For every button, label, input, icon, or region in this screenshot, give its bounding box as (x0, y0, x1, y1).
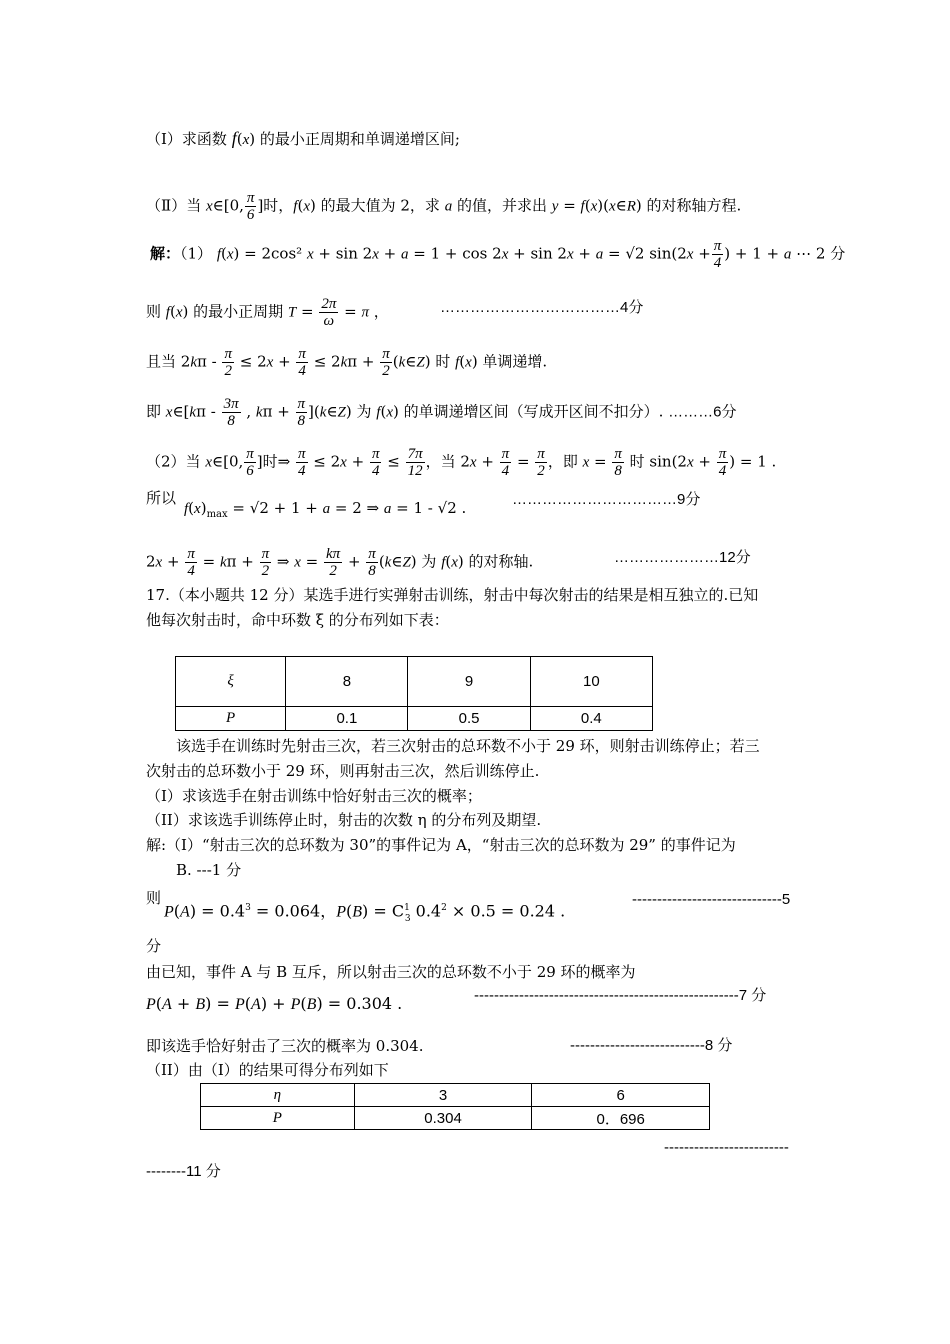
distribution-table-eta (200, 1083, 710, 1130)
distribution-table-xi (175, 656, 653, 731)
table-cell: 0.5 (408, 707, 530, 731)
solution-axis: 2x + $\frac{\pi}{4}$ = kπ + $\frac{\pi}{2}$ ⇒ x = $\frac{k\pi}{2}$ + $\frac{\pi}{8}$ (k∈Z) 为 f(x) 的对称轴. (146, 546, 534, 579)
solution-interval: 即 x∈[kπ - $\frac{3\pi}{8}$ , kπ + $\frac{\pi}{8}$ ](k∈Z) 为 f(x) 的单调递增区间（写成开区间不扣分）. ………6分 (146, 396, 737, 429)
question-17-part-2: （II）求该选手训练停止时，射击的次数 η 的分布列及期望. (146, 811, 542, 829)
table-cell: 0.304 (354, 1107, 532, 1130)
question-17-line-2: 他每次射击时，命中环数 ξ 的分布列如下表： (146, 611, 449, 629)
table-cell: P (176, 707, 286, 731)
answer-conclusion: 即该选手恰好射击了三次的概率为 0.304. (146, 1037, 424, 1055)
question-part-2: （Ⅱ）当 x∈[0, $\frac{\pi}{6}$ ]时，f(x) 的最大值为 2，求 a 的值，并求出 y = f(x)(x∈R) 的对称轴方程. (146, 190, 742, 223)
table-cell: 0．696 (532, 1107, 710, 1130)
score-mark-6: ………6分 (668, 403, 737, 421)
solution-2: （2）当 x∈[0, $\frac{\pi}{6}$ ]时⇒ $\frac{\pi}{4}$ ≤ 2x + $\frac{\pi}{4}$ ≤ $\frac{7\pi}{12}$ ，当 2x + $\frac{\pi}{4}$ = $\frac{\pi}{2}$ ，即 x = $\frac{\pi}{8}$ 时 sin(2x + $\frac{\pi}{4}$ ) = 1 . (146, 446, 777, 479)
table-cell: 0.4 (530, 707, 652, 731)
score-mark-7: -----------------------------------------------------7 分 (474, 987, 767, 1004)
score-mark-12: …………………12分 (614, 549, 751, 566)
table-cell: 3 (354, 1084, 532, 1107)
score-mark-11: --------11 分 (146, 1163, 221, 1180)
question-17-desc-2: 次射击的总环数小于 29 环，则再射击三次，然后训练停止. (146, 762, 540, 780)
score-mark-9: ……………………………9分 (512, 491, 701, 508)
solution-increasing: 且当 2kπ - $\frac{\pi}{2}$ ≤ 2x + $\frac{\pi}{4}$ ≤ 2kπ + $\frac{\pi}{2}$ (k∈Z) 时 f(x) 单调递增. (146, 346, 548, 379)
score-mark-8: ---------------------------8 分 (570, 1037, 733, 1054)
table-cell: 8 (286, 657, 408, 707)
answer-mutual-exclusive: 由已知，事件 A 与 B 互斥，所以射击三次的总环数不小于 29 环的概率为 (146, 963, 636, 981)
answer-sum: P(A + B) = P(A) + P(B) = 0.304 . (146, 994, 403, 1013)
table-cell: P (201, 1107, 355, 1130)
question-17-line-1: 17.（本小题共 12 分）某选手进行实弹射击训练，射击中每次射击的结果是相互独立的.已知 (146, 586, 759, 604)
answer-then: 则 (146, 889, 162, 907)
score-mark-4: ………………………………4分 (440, 299, 644, 316)
score-mark-5: ------------------------------5 (632, 891, 791, 908)
solution-period: 则 f(x) 的最小正周期 T = $\frac{2\pi}{\omega}$ = π ， (146, 296, 389, 329)
score-mark-5-unit: 分 (146, 937, 162, 955)
question-17-part-1: （I）求该选手在射击训练中恰好射击三次的概率； (146, 787, 482, 805)
table-header-row (176, 657, 653, 707)
answer-part-2: （II）由（Ⅰ）的结果可得分布列如下 (146, 1061, 389, 1079)
table-cell: ξ (176, 657, 286, 707)
answer-line-1: 解:（I）“射击三次的总环数为 30”的事件记为 A，“射击三次的总环数为 29” 的事件记为 (146, 836, 736, 854)
score-mark-11-dashes: ------------------------- (664, 1139, 789, 1156)
question-17-desc-1: 该选手在训练时先射击三次，若三次射击的总环数不小于 29 环，则射击训练停止；若三 (176, 737, 760, 755)
answer-line-2: B. ---1 分 (176, 861, 242, 879)
answer-probabilities: $P(A) = 0.4^3 = 0.064$，$P(B) = C^1_3$ $0.4^2 \times 0.5 = 0.24$ . (164, 901, 566, 924)
solution-max: $f(x)_{max} = √2 + 1 + a = 2$ ⇒ a = 1 - √2 . (184, 499, 467, 520)
table-cell: 10 (530, 657, 652, 707)
question-part-1: （Ⅰ）求函数 f(x) 的最小正周期和单调递增区间; (146, 128, 460, 148)
solution-1: 解：（1） f(x) = 2cos² x + sin 2x + a = 1 + cos 2x + sin 2x + a = √2 sin(2x + $\frac{\pi}{4}$ ) + 1 + a ⋯ 2 分 (150, 238, 846, 271)
table-cell: η (201, 1084, 355, 1107)
table-cell: 6 (532, 1084, 710, 1107)
table-cell: 9 (408, 657, 530, 707)
table-row (176, 707, 653, 731)
table-header-row (201, 1084, 710, 1107)
table-row (201, 1107, 710, 1130)
solution-max-prefix: 所以 (146, 489, 177, 507)
table-cell: 0.1 (286, 707, 408, 731)
